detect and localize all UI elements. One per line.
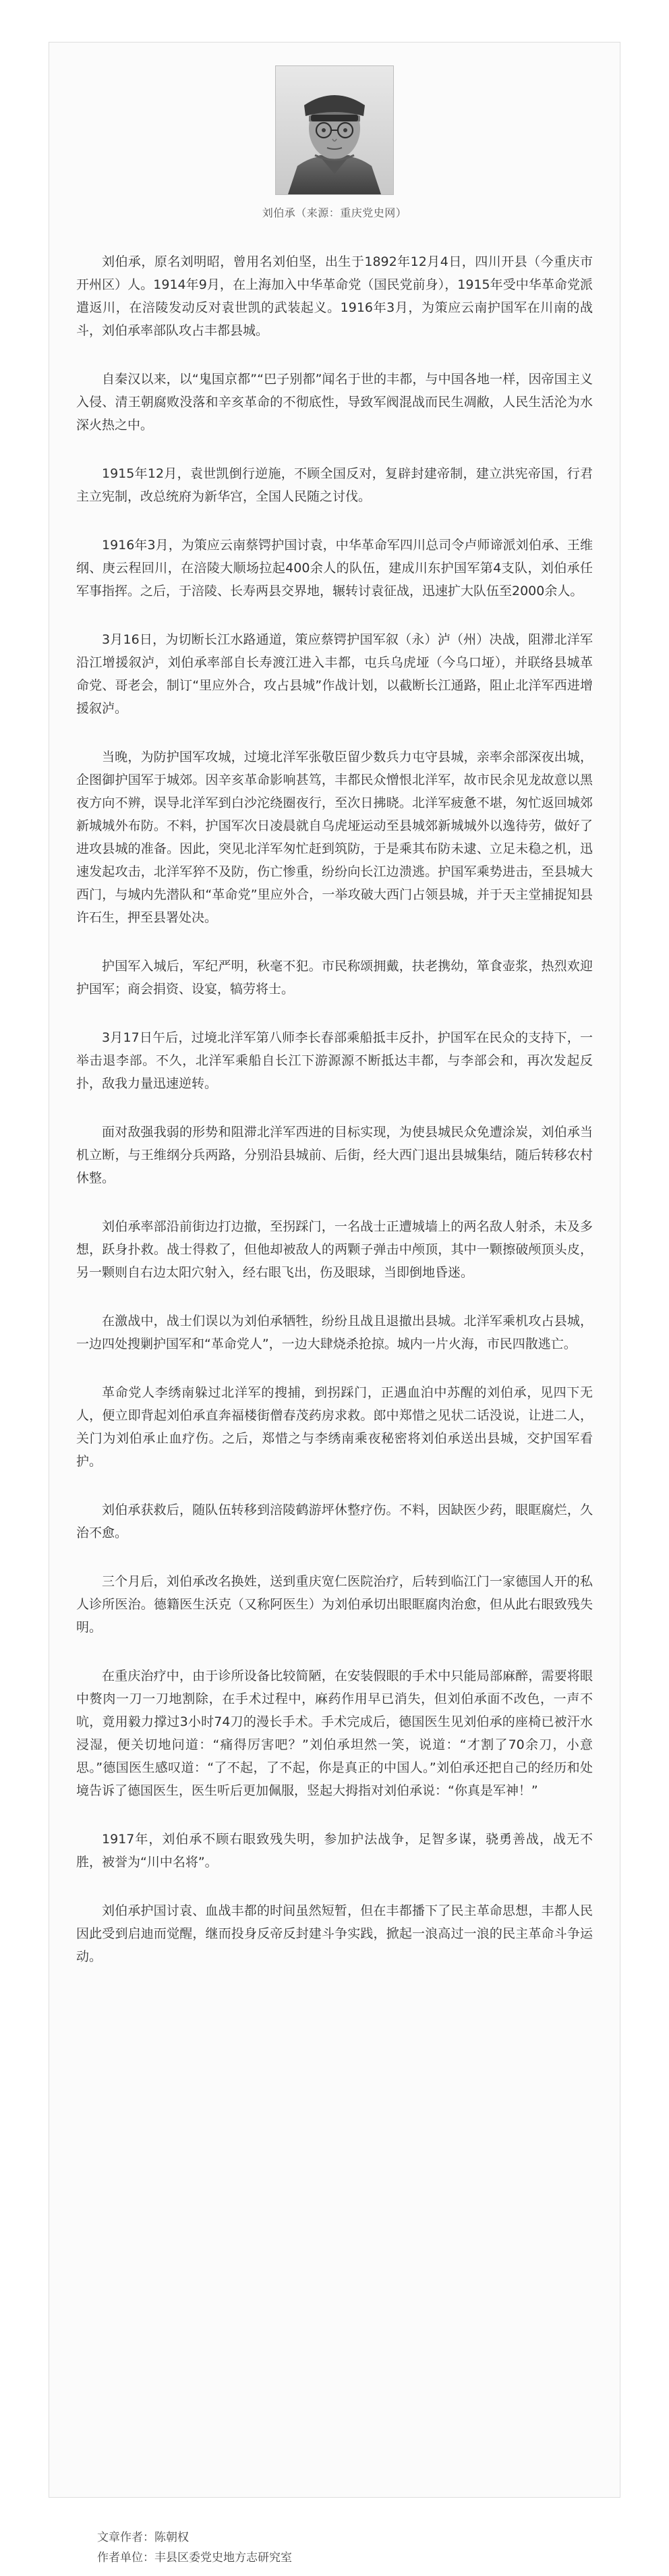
portrait-caption: 刘伯承（来源：重庆党史网） xyxy=(262,206,407,219)
unit-separator: ： xyxy=(143,2551,154,2565)
article-card xyxy=(49,42,620,2498)
paragraph: 面对敌强我弱的形势和阻滞北洋军西进的目标实现，为使县城民众免遭涂炭，刘伯承当机立断，与王维纲分兵两路，分别沿县城前、后街，经大西门退出县城集结，随后转移农村休整。 xyxy=(76,1125,593,1185)
paragraph: 三个月后，刘伯承改名换姓，送到重庆宽仁医院治疗，后转到临江门一家德国人开的私人诊所医治。德籍医生沃克（又称阿医生）为刘伯承切出眼眶腐肉治愈，但从此右眼致残失明。 xyxy=(76,1574,593,1635)
paragraph: 刘伯承，原名刘明昭，曾用名刘伯坚，出生于1892年12月4日，四川开县（今重庆市开州区）人。1914年9月，在上海加入中华革命党（国民党前身），1915年受中华革命党派遣返川，在涪陵发动反对袁世凯的武装起义。1916年3月，为策应云南护国军在川南的战斗，刘伯承率部队攻占丰都县城。 xyxy=(76,254,593,338)
paragraph: 1916年3月，为策应云南蔡锷护国讨袁，中华革命军四川总司令卢师谛派刘伯承、王维纲、庚云程回川，在涪陵大顺场拉起400余人的队伍，建成川东护国军第4支队，刘伯承任军事指挥。之后，于涪陵、长寿两县交界地，辗转讨袁征战，迅速扩大队伍至2000余人。 xyxy=(76,538,593,598)
paragraph: 1917年，刘伯承不顾右眼致残失明，参加护法战争，足智多谋，骁勇善战，战无不胜，被誉为“川中名将”。 xyxy=(76,1832,593,1870)
unit-name: 丰县区委党史地方志研究室 xyxy=(154,2551,292,2565)
paragraph: 刘伯承率部沿前街边打边撤，至拐踩门，一名战士正遭城墙上的两名敌人射杀，未及多想，跃身扑救。战士得救了，但他却被敌人的两颗子弹击中颅顶，其中一颗擦破颅顶头皮，另一颗则自右边太阳穴射入，经右眼飞出，伤及眼球，当即倒地昏迷。 xyxy=(76,1219,593,1280)
paragraph: 自秦汉以来，以“鬼国京都”“巴子别都”闻名于世的丰都，与中国各地一样，因帝国主义入侵、清王朝腐败没落和辛亥革命的不彻底性，导致军阀混战而民生凋敝，人民生活沦为水深火热之中。 xyxy=(76,372,593,432)
unit-row xyxy=(97,2548,620,2568)
article-meta xyxy=(49,2527,620,2568)
author-name: 陈朝权 xyxy=(154,2531,189,2544)
paragraph: 在重庆治疗中，由于诊所设备比较简陋，在安装假眼的手术中只能局部麻醉，需要将眼中赘肉一刀一刀地割除，在手术过程中，麻药作用早已消失，但刘伯承面不改色，一声不吭，竟用毅力撑过3小时74刀的漫长手术。手术完成后，德国医生见刘伯承的座椅已被汗水浸湿，便关切地问道：“痛得厉害吧？”刘伯承坦然一笑，说道：“才割了70余刀，小意思。”德国医生感叹道：“了不起，了不起，你是真正的中国人。”刘伯承还把自己的经历和处境告诉了德国医生，医生听后更加佩服，竖起大拇指对刘伯承说：“你真是军神！” xyxy=(76,1669,593,1798)
paragraph: 革命党人李绣南躲过北洋军的搜捕，到拐踩门，正遇血泊中苏醒的刘伯承，见四下无人，便立即背起刘伯承直奔福楼街僧春茂药房求救。郎中郑惜之见状二话没说，让进二人，关门为刘伯承止血疗伤。之后，郑惜之与李绣南乘夜秘密将刘伯承送出县城，交护国军看护。 xyxy=(76,1385,593,1469)
paragraph: 刘伯承护国讨袁、血战丰都的时间虽然短暂，但在丰都播下了民主革命思想，丰都人民因此受到启迪而觉醒，继而投身反帝反封建斗争实践，掀起一浪高过一浪的民主革命斗争运动。 xyxy=(76,1903,593,1964)
portrait-section xyxy=(76,43,593,221)
paragraph: 3月16日，为切断长江水路通道，策应蔡锷护国军叙（永）泸（州）决战，阻滞北洋军沿江增援叙泸，刘伯承率部自长寿渡江进入丰都，屯兵乌虎垭（今乌口垭），并联络县城革命党、哥老会，制订“里应外合，攻占县城”作战计划，以截断长江通路，阻止北洋军西进增援叙泸。 xyxy=(76,632,593,716)
paragraph: 刘伯承获救后，随队伍转移到涪陵鹤游坪休整疗伤。不料，因缺医少药，眼眶腐烂，久治不愈。 xyxy=(76,1503,593,1540)
author-separator: ： xyxy=(143,2531,154,2544)
paragraph: 护国军入城后，军纪严明，秋毫不犯。市民称颂拥戴，扶老携幼，箪食壶浆，热烈欢迎护国军；商会捐资、设宴，犒劳将士。 xyxy=(76,959,593,997)
author-label: 文章作者 xyxy=(97,2531,143,2544)
paragraph: 当晚，为防护国军攻城，过境北洋军张敬臣留少数兵力屯守县城，亲率余部深夜出城，企图御护国军于城郊。因辛亥革命影响甚笃，丰都民众憎恨北洋军，故市民余见龙故意以黑夜方向不辨，误导北洋军到白沙沱绕圈夜行，至次日拂晓。北洋军疲惫不堪，匆忙返回城郊新城城外布防。不料，护国军次日凌晨就自乌虎垭运动至县城郊新城城外以逸待劳，做好了进攻县城的准备。因此，突见北洋军匆忙赶到筑防，于是乘其布防未逮、立足未稳之机，迅速发起攻击，北洋军猝不及防，伤亡惨重，纷纷向长江边溃逃。护国军乘势进击，至县城大西门，与城内先潜队和“革命党”里应外合，一举攻破大西门占领县城，并于天主堂捕捉知县许石生，押至县署处决。 xyxy=(76,750,593,925)
unit-label: 作者单位 xyxy=(97,2551,143,2565)
paragraph: 在激战中，战士们误以为刘伯承牺牲，纷纷且战且退撤出县城。北洋军乘机攻占县城，一边四处搜剿护国军和“革命党人”，一边大肆烧杀抢掠。城内一片火海，市民四散逃亡。 xyxy=(76,1314,593,1351)
author-row xyxy=(97,2527,620,2548)
paragraph: 3月17日午后，过境北洋军第八师李长春部乘船抵丰反扑，护国军在民众的支持下，一举击退李部。不久，北洋军乘船自长江下游源源不断抵达丰都，与李部会和，再次发起反扑，敌我力量迅速逆转。 xyxy=(76,1030,593,1091)
paragraph: 1915年12月，袁世凯倒行逆施，不顾全国反对，复辟封建帝制，建立洪宪帝国，行君主立宪制，改总统府为新华宫，全国人民随之讨伐。 xyxy=(76,466,593,504)
article-content xyxy=(76,250,593,1968)
portrait-photo xyxy=(275,65,394,195)
article-bottom-spacing xyxy=(76,1994,593,2007)
